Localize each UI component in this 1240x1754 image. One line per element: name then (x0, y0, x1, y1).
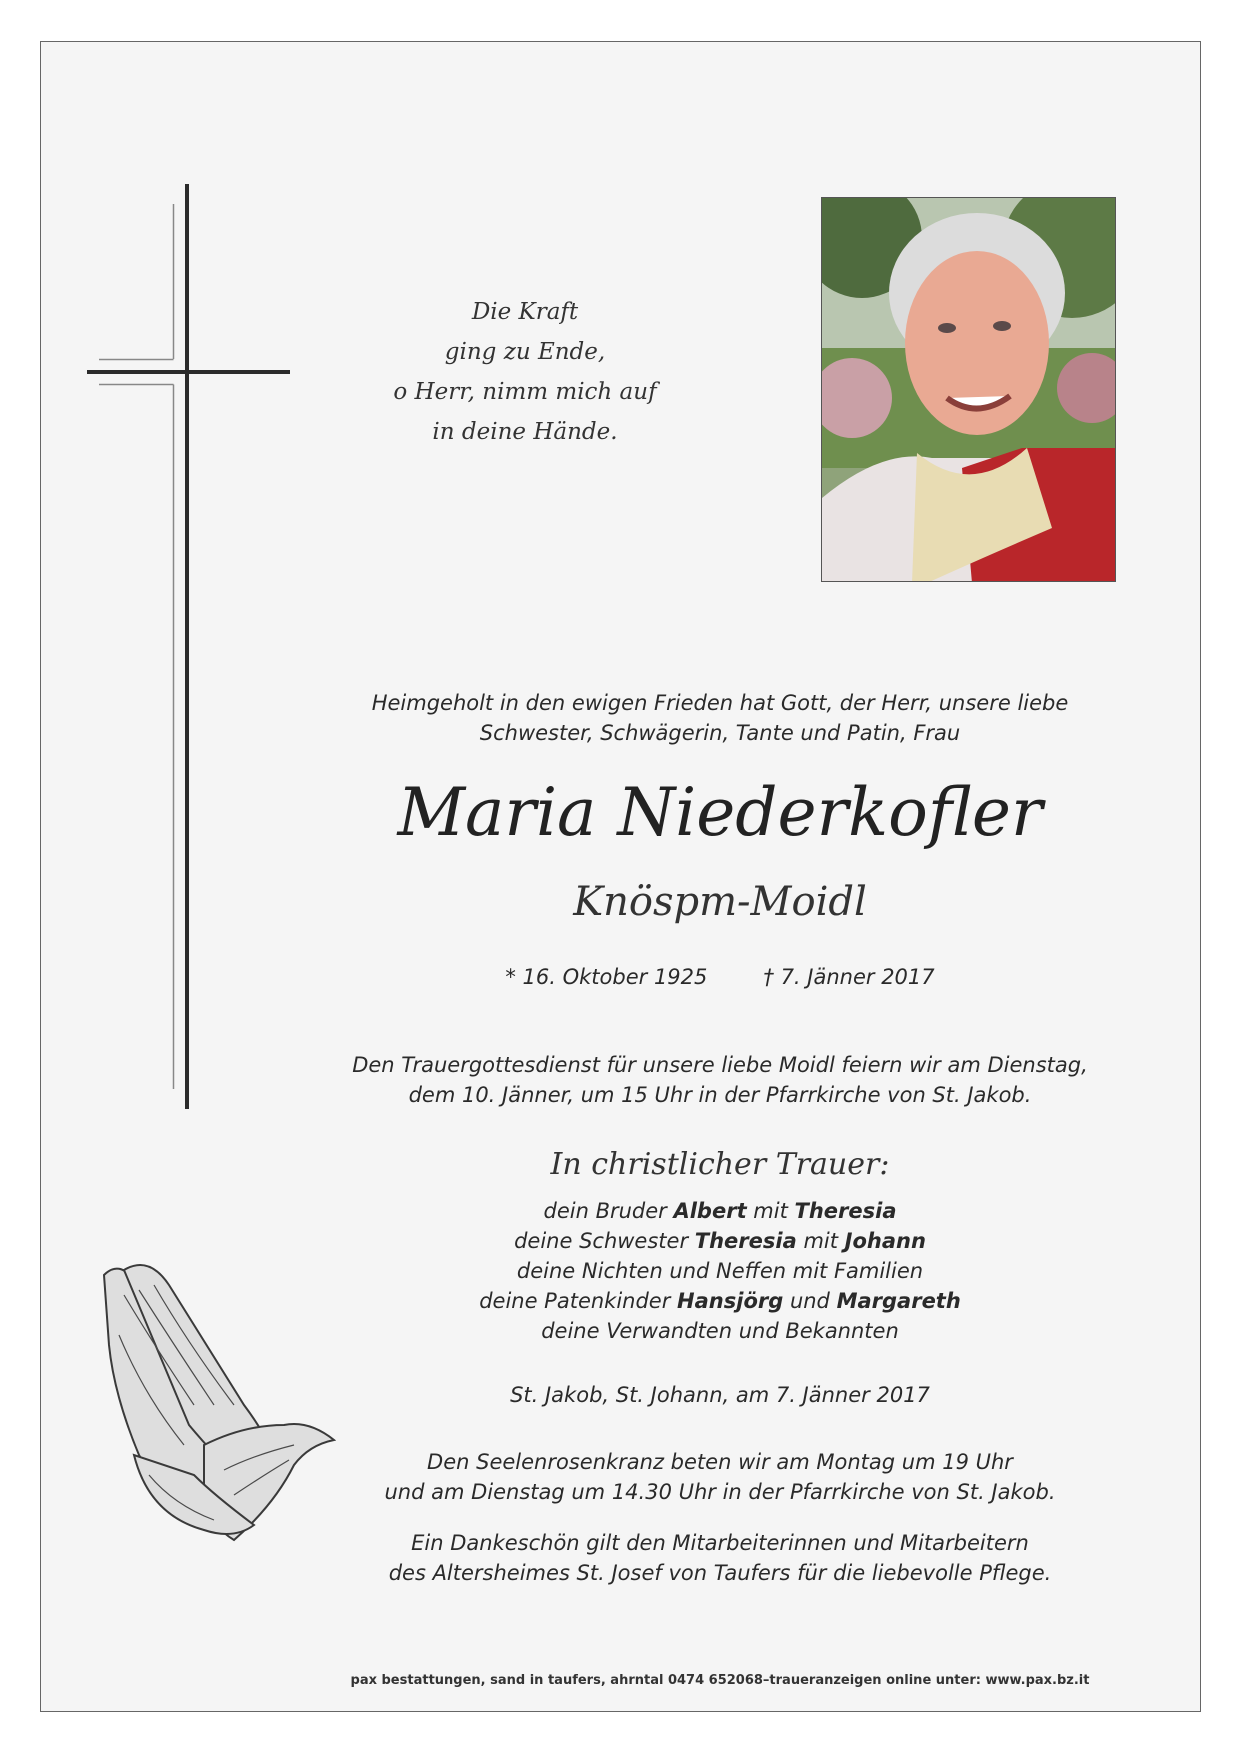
cross-icon (85, 184, 290, 1109)
praying-hands-icon (94, 1255, 336, 1545)
thanks-line: des Altersheimes St. Josef von Taufers für die liebevolle Pflege. (388, 1561, 1052, 1585)
mourner-text: mit (796, 1229, 845, 1253)
intro-line: Heimgeholt in den ewigen Frieden hat Gott, der Herr, unsere liebe (371, 691, 1069, 715)
rosary-line: und am Dienstag um 14.30 Uhr in der Pfarrkirche von St. Jakob. (384, 1480, 1056, 1504)
verse-line: in deine Hände. (432, 419, 618, 445)
death-date: † 7. Jänner 2017 (763, 965, 935, 989)
mourner-line (300, 1226, 1140, 1256)
mourner-text: deine Schwester (514, 1229, 695, 1253)
deceased-nickname: Knöspm-Moidl (573, 879, 867, 925)
verse (350, 292, 700, 452)
mourner-name: Johann (844, 1229, 926, 1253)
thanks-line: Ein Dankeschön gilt den Mitarbeiterinnen und Mitarbeitern (411, 1531, 1029, 1555)
mourner-line: deine Verwandten und Bekannten (541, 1319, 899, 1343)
thanks-text (300, 1528, 1140, 1588)
rosary-line: Den Seelenrosenkranz beten wir am Montag um 19 Uhr (427, 1450, 1013, 1474)
intro-text (300, 688, 1140, 748)
mourner-text: und (783, 1289, 837, 1313)
portrait-photo (821, 197, 1116, 582)
mourner-line (300, 1196, 1140, 1226)
deceased-name: Maria Niederkofler (397, 774, 1043, 851)
rosary-text (300, 1447, 1140, 1507)
verse-line: o Herr, nimm mich auf (393, 379, 657, 405)
mourner-name: Hansjörg (677, 1289, 784, 1313)
intro-line: Schwester, Schwägerin, Tante und Patin, Frau (479, 721, 961, 745)
mourner-name: Theresia (794, 1199, 897, 1223)
verse-line: ging zu Ende, (444, 339, 606, 365)
service-line: Den Trauergottesdienst für unsere liebe Moidl feiern wir am Dienstag, (352, 1053, 1088, 1077)
verse-line: Die Kraft (471, 299, 579, 325)
footer-text: pax bestattungen, sand in taufers, ahrntal 0474 652068–traueranzeigen online unter: www.pax.bz.it (350, 1673, 1090, 1688)
funeral-service-text (300, 1050, 1140, 1110)
mourner-text: deine Patenkinder (479, 1289, 678, 1313)
mourner-name: Theresia (694, 1229, 797, 1253)
mourner-text: mit (746, 1199, 795, 1223)
mourners-list (300, 1196, 1140, 1346)
mourner-line: deine Nichten und Neffen mit Familien (516, 1259, 924, 1283)
life-dates (300, 962, 1140, 992)
mourner-text: dein Bruder (543, 1199, 674, 1223)
mourning-title: In christlicher Trauer: (550, 1147, 890, 1182)
place-date: St. Jakob, St. Johann, am 7. Jänner 2017 (510, 1383, 930, 1407)
mourner-name: Margareth (836, 1289, 961, 1313)
service-line: dem 10. Jänner, um 15 Uhr in der Pfarrkirche von St. Jakob. (408, 1083, 1032, 1107)
mourner-name: Albert (673, 1199, 747, 1223)
mourner-line (300, 1286, 1140, 1316)
birth-date: * 16. Oktober 1925 (505, 965, 708, 989)
